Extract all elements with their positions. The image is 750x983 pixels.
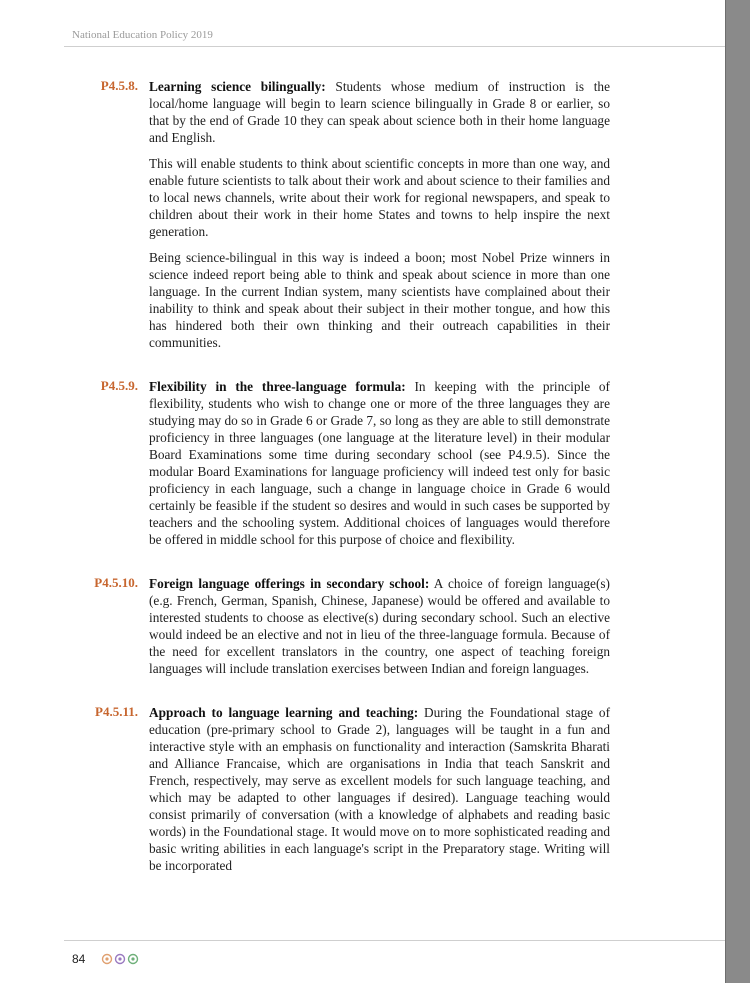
section-number: P4.5.10.	[94, 575, 138, 590]
section-p4-5-9	[0, 378, 725, 548]
section-heading: Foreign language offerings in secondary school:	[149, 576, 430, 591]
page-number: 84	[72, 952, 86, 966]
paragraph-text: In keeping with the principle of flexibility, students who wish to change one or more of the three languages they are studying may do so in Grade 6 or Grade 7, so long as they are able to still demonstrate proficiency in three languages (one language at the literature level) in their modular Board Examinations some time during secondary school (see P4.9.5). Since the modular Board Examinations for language proficiency will indeed test only for basic proficiency in each language, such a change in language choice in Grade 6 would certainly be feasible if the student so desires and would in such cases be supported by teachers and the schooling system. Additional choices of languages would therefore be offered in middle school for this purpose of choice and flexibility.	[149, 379, 610, 547]
section-number: P4.5.11.	[95, 704, 138, 719]
paragraph-text: During the Foundational stage of education (pre-primary school to Grade 2), languages will be taught in a fun and interactive style with an emphasis on functionality and interaction (Samskrita Bharati and Alliance Francaise, which are organisations in India that teach Sanskrit and French, respectively, may serve as excellent models for such language teaching, and which may be adapted to other languages if desired). Language teaching would consist primarily of conversation (with a knowledge of alphabets and reading basic words) in the Foundational stage. It would move on to more sophisticated reading and basic writing abilities in each language's script in the Preparatory stage. Writing will be incorporated	[149, 705, 610, 873]
paragraph	[0, 575, 610, 677]
page-content	[0, 78, 725, 874]
section-heading: Learning science bilingually:	[149, 79, 326, 94]
section-p4-5-11	[0, 704, 725, 874]
paragraph	[0, 78, 610, 146]
header-divider	[64, 46, 725, 47]
section-p4-5-10	[0, 575, 725, 677]
paragraph	[0, 704, 610, 874]
running-header: National Education Policy 2019	[72, 29, 213, 41]
section-heading: Flexibility in the three-language formula:	[149, 379, 406, 394]
paragraph	[0, 378, 610, 548]
footer-divider	[64, 940, 725, 941]
nep-logo-icon	[101, 953, 143, 965]
section-p4-5-8	[0, 78, 725, 351]
paragraph-text: A choice of foreign language(s) (e.g. French, German, Spanish, Chinese, Japanese) would be offered and available to interested students to choose as elective(s) during secondary school. Such an elective would indeed be an elective and not in lieu of the three-language formula. Because of the need for excellent translators in the country, one aspect of teaching foreign languages will include translation exercises between Indian and foreign languages.	[149, 576, 610, 676]
paragraph: Being science-bilingual in this way is indeed a boon; most Nobel Prize winners in science indeed report being able to think and speak about science in more than one language. In the current Indian system, many scientists have complained about their inability to think and speak about their subject in their mother tongue, and how this has hindered both their own thinking and their outreach capabilities in their communities.	[149, 250, 610, 350]
section-heading: Approach to language learning and teaching:	[149, 705, 419, 720]
paragraph: This will enable students to think about scientific concepts in more than one way, and enable future scientists to talk about their work and about science to their families and to local news channels, write about their work for regional newspapers, and speak to children about their work in their home States and towns to help inspire the next generation.	[149, 156, 610, 239]
paragraph-text: Students whose medium of instruction is the local/home language will begin to learn science bilingually in Grade 8 or earlier, so that by the end of Grade 10 they can speak about science both in their home language and English.	[149, 79, 610, 145]
section-number: P4.5.9.	[100, 378, 138, 393]
section-number: P4.5.8.	[100, 78, 138, 93]
